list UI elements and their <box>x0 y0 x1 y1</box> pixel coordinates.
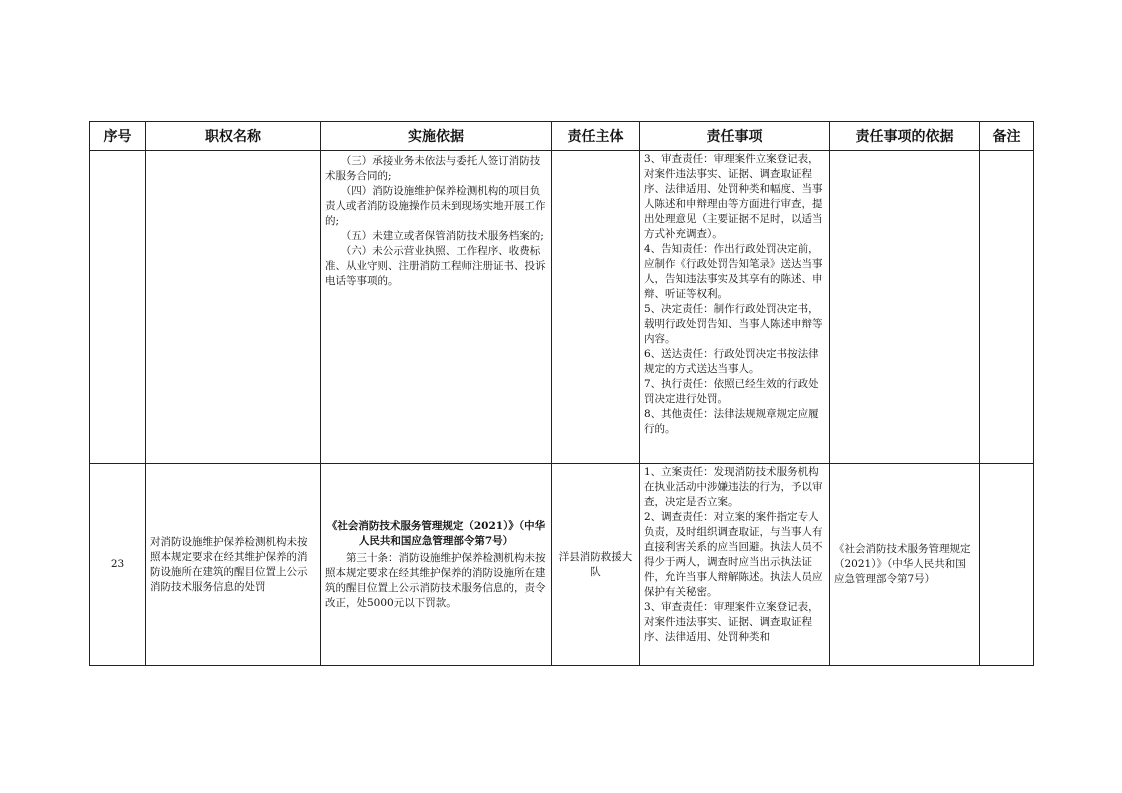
header-items: 责任事项 <box>640 122 830 151</box>
items-cell <box>640 464 830 666</box>
name-text <box>146 306 320 308</box>
basis-cell <box>321 464 552 666</box>
items-cell <box>640 151 830 464</box>
subject-cell <box>552 464 640 666</box>
seq-text: 23 <box>110 558 125 570</box>
items-text: 1、立案责任：发现消防技术服务机构在执业活动中涉嫌违法的行为，予以审查，决定是否立案。 2、调查责任：对立案的案件指定专人负责，及时组织调查取证，与当事人有直接利害关系的应当回避。执法人员不得少于两人，调查时应当出示执法证件，允许当事人辩解陈述。执法人员应保护有关秘密。 3、审查责任：审理案件立案登记表，对案件违法事实、证据、调查取证程序、法律适用、处罚种类和 <box>644 466 823 643</box>
basis-title: 《社会消防技术服务管理规定（2021）》（中华人民共和国应急管理部令第7号） <box>326 519 546 547</box>
items-text: 3、审查责任：审理案件立案登记表，对案件违法事实、证据、调查取证程序、法律适用、处罚种类和幅度、当事人陈述和申辩理由等方面进行审查，提出处理意见（主要证据不足时，以适当方式补充调查）。 4、告知责任：作出行政处罚决定前，应制作《行政处罚告知笔录》送达当事人，告知违法事实及其享有的陈述、申辩、听证等权利。 5、决定责任：制作行政处罚决定书，载明行政处罚告知、当事人陈述申辩等内容。 6、送达责任：行政处罚决定书按法律规定的方式送达当事人。 7、执行责任：依照已经生效的行政处罚决定进行处罚。 8、其他责任：法律法规规章规定应履行的。 <box>644 153 823 435</box>
subject-text <box>552 306 639 308</box>
items-basis-cell <box>830 464 980 666</box>
table-row <box>90 464 1034 666</box>
header-items-basis: 责任事项的依据 <box>830 122 980 151</box>
items-basis-text <box>830 306 979 308</box>
seq-cell <box>90 151 146 464</box>
basis-cell <box>321 151 552 464</box>
seq-cell <box>90 464 146 666</box>
seq-text <box>90 306 145 308</box>
name-text: 对消防设施维护保养检测机构未按照本规定要求在经其维护保养的消防设施所在建筑的醒目位置上公示消防技术服务信息的处罚 <box>150 535 308 593</box>
basis-text: （三）承接业务未依法与委托人签订消防技术服务合同的; （四）消防设施维护保养检测机构的项目负责人或者消防设施操作员未到现场实地开展工作的; （五）未建立或者保管消防技术服务档案的; （六）未公示营业执照、工作程序、收费标准、从业守则、注册消防工程师注册证书、投诉电话等事项的。 <box>325 155 546 287</box>
header-seq: 序号 <box>90 122 146 151</box>
remark-text <box>980 151 1033 153</box>
header-row <box>90 122 1034 151</box>
header-subject: 责任主体 <box>552 122 640 151</box>
items-basis-cell <box>830 151 980 464</box>
subject-cell <box>552 151 640 464</box>
table-row <box>90 151 1034 464</box>
name-cell <box>146 464 321 666</box>
header-remark: 备注 <box>980 122 1034 151</box>
basis-text: 第三十条：消防设施维护保养检测机构未按照本规定要求在经其维护保养的消防设施所在建筑的醒目位置上公示消防技术服务信息的，责令改正，处5000元以下罚款。 <box>325 551 546 609</box>
items-basis-text: 《社会消防技术服务管理规定（2021）》（中华人民共和国应急管理部令第7号） <box>834 543 971 585</box>
header-name: 职权名称 <box>146 122 321 151</box>
remark-text <box>980 464 1033 466</box>
subject-text: 洋县消防救援大队 <box>558 550 633 578</box>
responsibility-table <box>89 121 1034 666</box>
header-basis: 实施依据 <box>321 122 552 151</box>
remark-cell <box>980 151 1034 464</box>
name-cell <box>146 151 321 464</box>
remark-cell <box>980 464 1034 666</box>
